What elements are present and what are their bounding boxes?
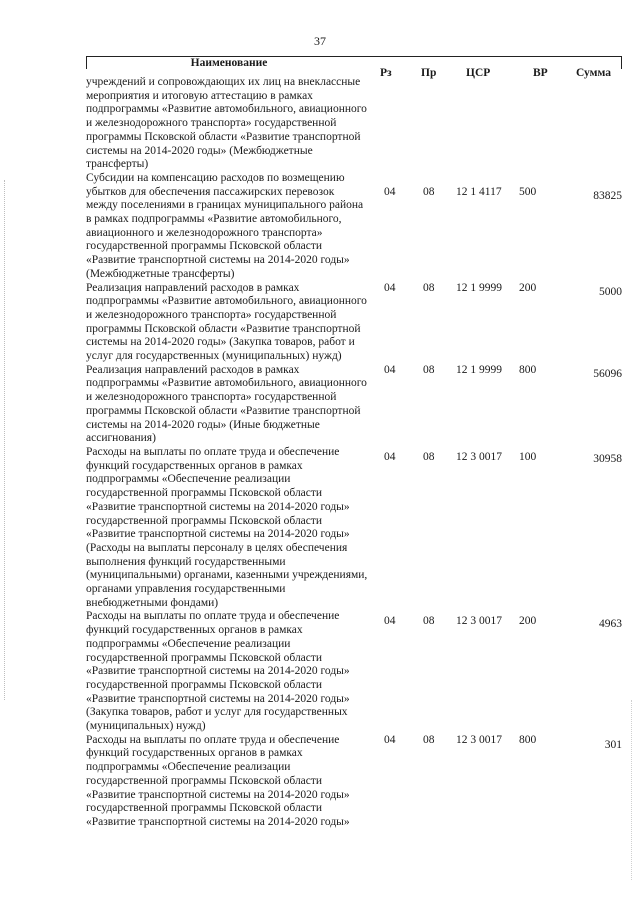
table-row — [86, 364, 622, 446]
scan-edge-artifact-right — [631, 700, 632, 880]
row-sum: 83825 — [593, 189, 622, 202]
budget-table — [86, 56, 622, 836]
row-csr: 12 3 0017 — [456, 450, 502, 463]
row-pr: 08 — [423, 185, 435, 198]
row-sum: 30958 — [593, 452, 622, 465]
header-vr: ВР — [533, 67, 548, 79]
row-pr: 08 — [423, 363, 435, 376]
header-rz: Рз — [380, 67, 392, 79]
row-name: Реализация направлений расходов в рамках подпрограммы «Развитие автомобильного, авиационного и железнодорожного транспорта» государственной программы Псковской области «Развитие транспортной системы на 2014-2020 годы» (Иные бюджетные ассигнования) — [86, 363, 367, 445]
row-csr: 12 3 0017 — [456, 615, 502, 628]
row-name: Реализация направлений расходов в рамках подпрограммы «Развитие автомобильного, авиационного и железнодорожного транспорта» государственной программы Псковской области «Развитие транспортной системы на 2014-2020 годы» (Закупка товаров, работ и услуг для государственных (муниципальных) нужд) — [86, 281, 367, 363]
row-csr: 12 3 0017 — [456, 733, 502, 746]
row-csr: 12 1 9999 — [456, 281, 502, 294]
row-vr: 200 — [519, 615, 537, 628]
header-csr: ЦСР — [466, 67, 491, 79]
row-pr: 08 — [423, 281, 435, 294]
row-name: учреждений и сопровождающих их лиц на внеклассные мероприятия и итоговую аттестацию в рамках подпрограммы «Развитие автомобильного, авиационного и железнодорожного транспорта» государственной программы Псковской области «Развитие транспортной системы на 2014-2020 годы» (Межбюджетные трансферты) — [86, 76, 367, 171]
row-pr: 08 — [423, 450, 435, 463]
row-rz: 04 — [384, 363, 396, 376]
row-name: Расходы на выплаты по оплате труда и обеспечение функций государственных органов в рамках подпрограммы «Обеспечение реализации государственной программы Псковской области «Развитие транспортной системы на 2014-2020 годы» государственной программы Псковской области «Развитие транспортной системы на 2014-2020 годы» (Расходы на выплаты персоналу в целях обеспечения выполнения функций государственными (муниципальными) органами, казенными учреждениями, органами управления государственными внебюджетными фондами) — [86, 445, 368, 609]
page-number: 37 — [314, 34, 326, 48]
header-pr: Пр — [421, 67, 437, 79]
row-csr: 12 1 9999 — [456, 363, 502, 376]
table-row — [86, 734, 622, 830]
row-vr: 800 — [519, 733, 537, 746]
table-row — [86, 610, 622, 733]
row-pr: 08 — [423, 615, 435, 628]
row-vr: 500 — [519, 185, 537, 198]
table-row — [86, 282, 622, 364]
row-name: Субсидии на компенсацию расходов по возмещению убытков для обеспечения пассажирских перевозок между поселениями в границах муниципального района в рамках подпрограммы «Развитие автомобильного, авиационного и железнодорожного транспорта» государственной программы Псковской области «Развитие транспортной системы на 2014-2020 годы» (Межбюджетные трансферты) — [86, 171, 364, 280]
table-row — [86, 172, 622, 282]
row-csr: 12 1 4117 — [456, 185, 502, 198]
table-row — [86, 76, 622, 172]
row-vr: 200 — [519, 281, 537, 294]
row-sum: 56096 — [593, 367, 622, 380]
scan-edge-artifact — [4, 180, 5, 700]
row-name: Расходы на выплаты по оплате труда и обеспечение функций государственных органов в рамках подпрограммы «Обеспечение реализации государственной программы Псковской области «Развитие транспортной системы на 2014-2020 годы» государственной программы Псковской области «Развитие транспортной системы на 2014-2020 годы» (Закупка товаров, работ и услуг для государственных (муниципальных) нужд) — [86, 610, 350, 733]
row-pr: 08 — [423, 733, 435, 746]
row-rz: 04 — [384, 615, 396, 628]
table-row — [86, 446, 622, 610]
row-vr: 100 — [519, 450, 537, 463]
row-sum: 301 — [604, 738, 622, 751]
row-rz: 04 — [384, 733, 396, 746]
row-name: Расходы на выплаты по оплате труда и обеспечение функций государственных органов в рамках подпрограммы «Обеспечение реализации государственной программы Псковской области «Развитие транспортной системы на 2014-2020 годы» государственной программы Псковской области «Развитие транспортной системы на 2014-2020 годы» — [86, 733, 350, 828]
row-sum: 5000 — [599, 285, 622, 298]
row-rz: 04 — [384, 281, 396, 294]
header-sum: Сумма — [576, 67, 611, 79]
row-vr: 800 — [519, 363, 537, 376]
row-rz: 04 — [384, 185, 396, 198]
row-rz: 04 — [384, 450, 396, 463]
table-body — [86, 76, 622, 836]
header-name: Наименование — [190, 57, 268, 69]
row-sum: 4963 — [599, 618, 622, 631]
